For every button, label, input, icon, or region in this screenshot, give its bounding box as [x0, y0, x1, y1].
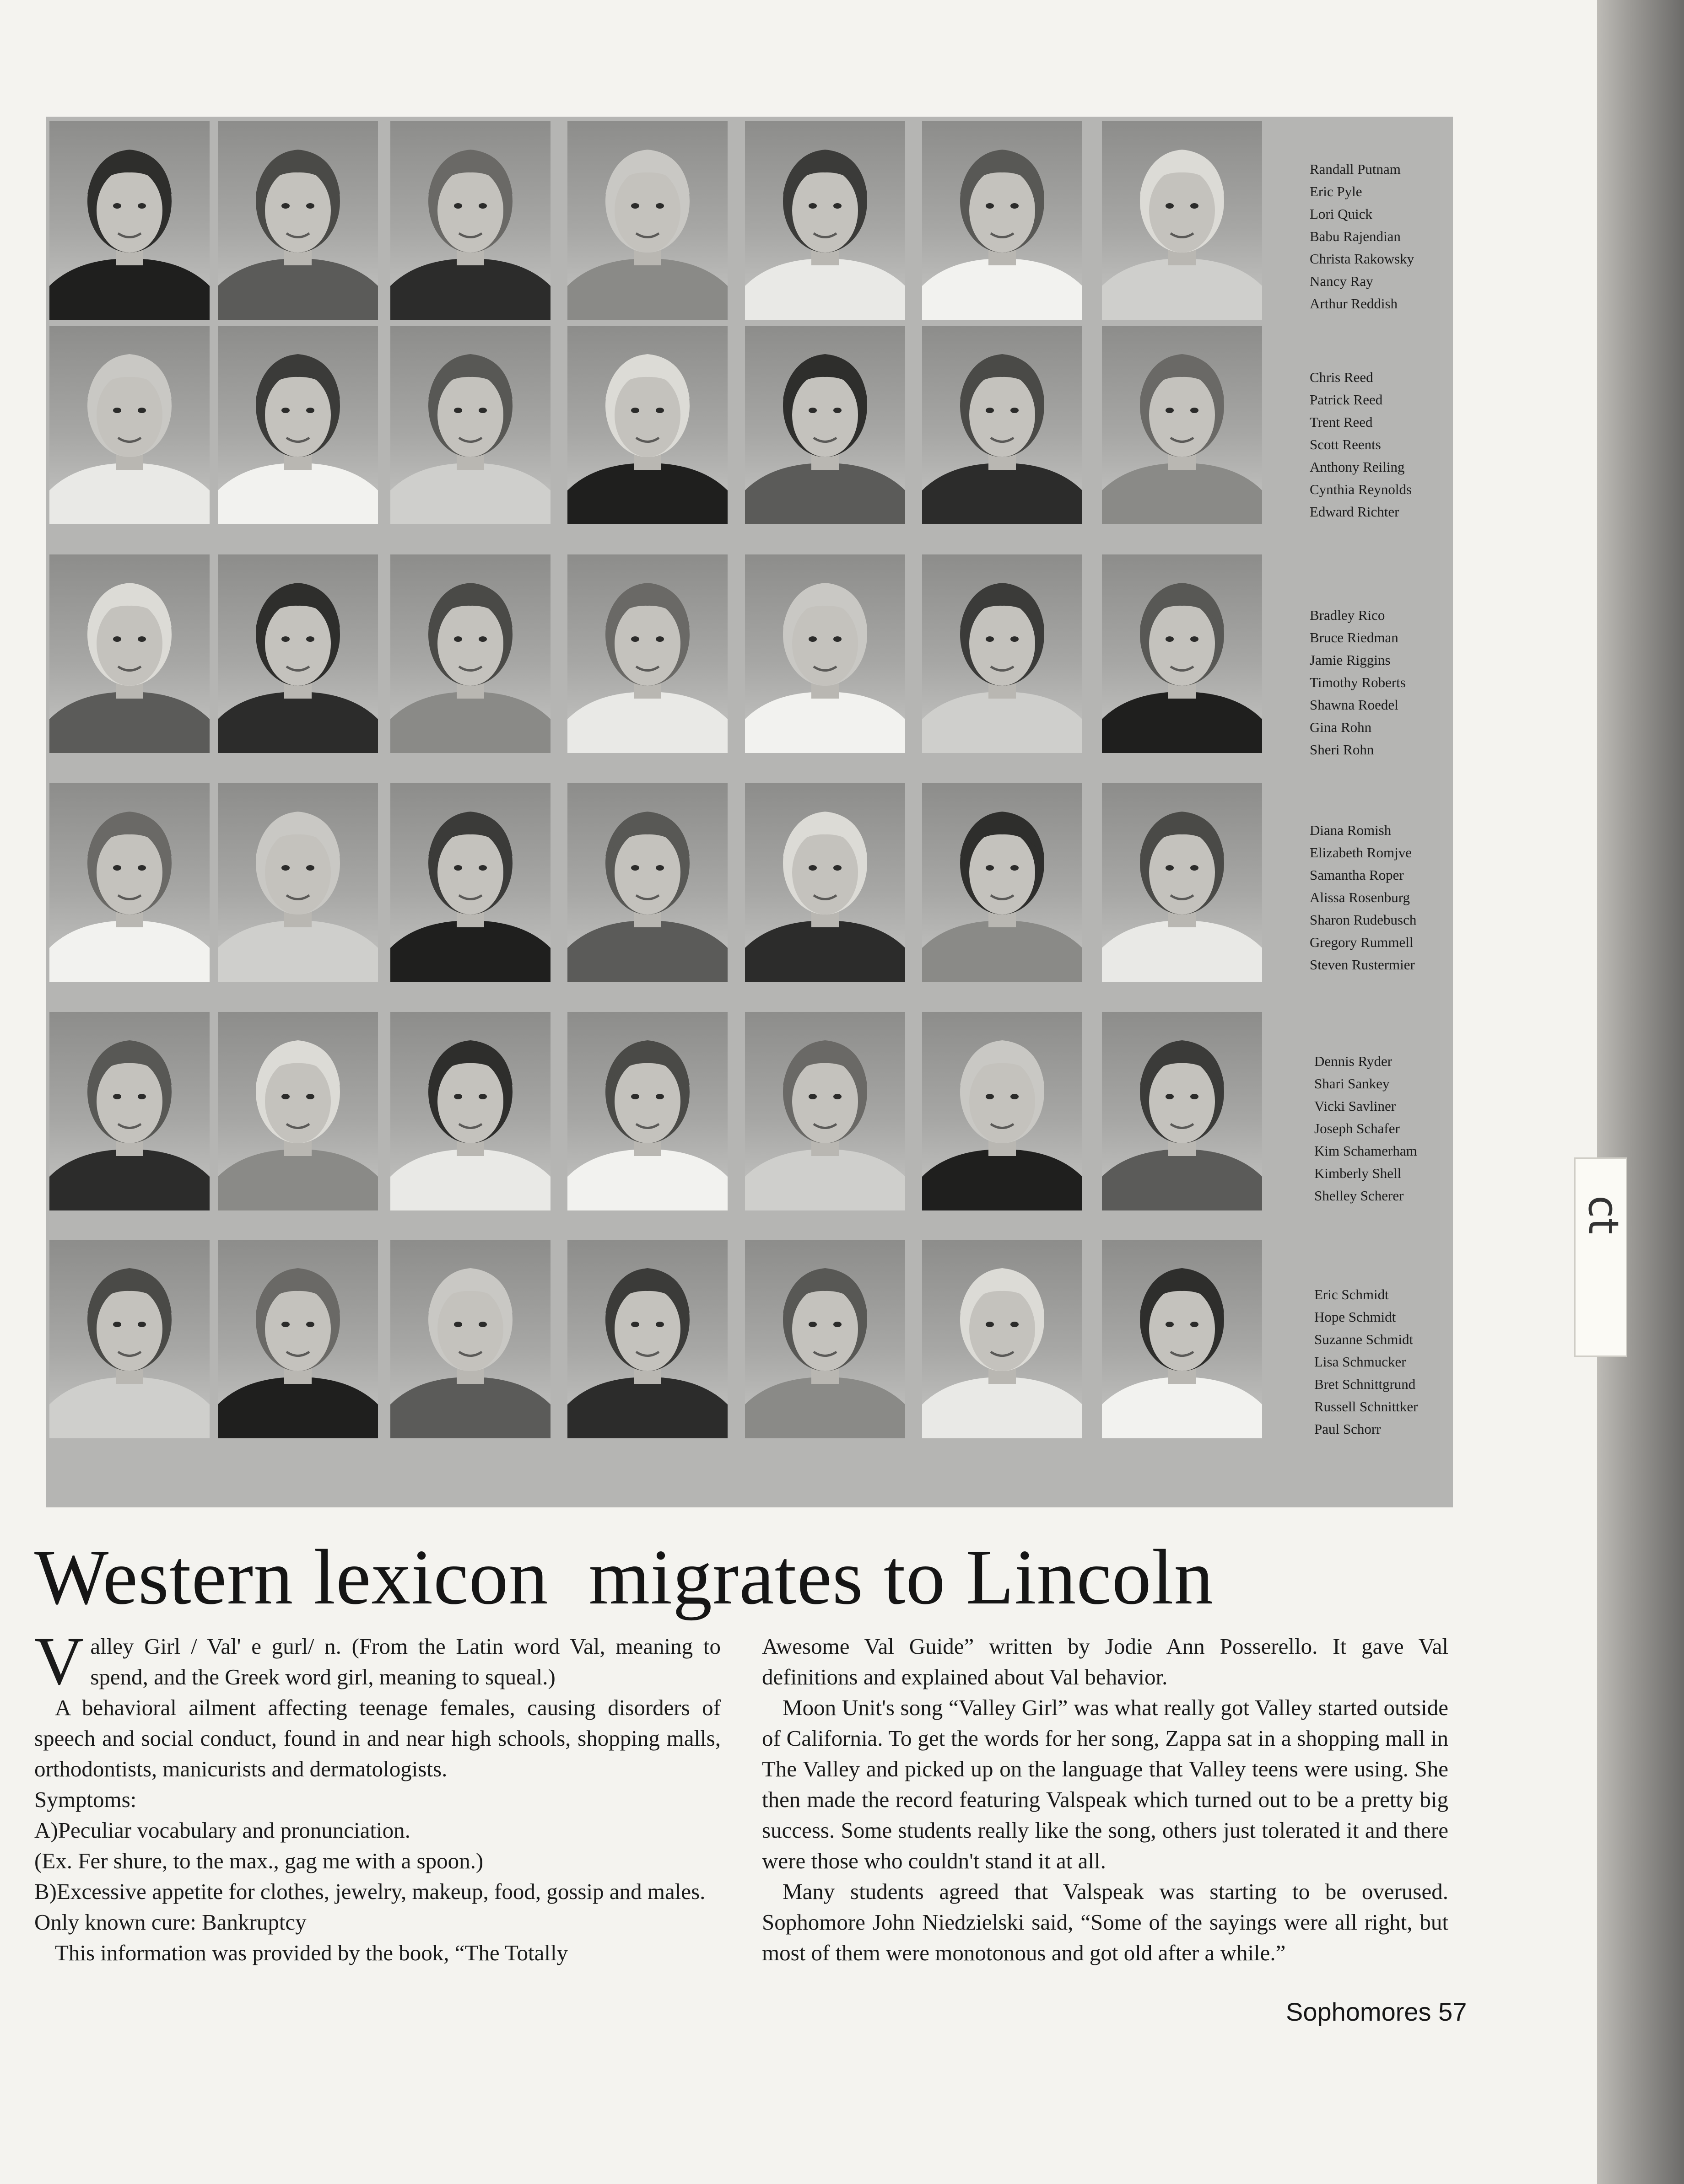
student-portrait: [49, 783, 210, 982]
student-name: Chris Reed: [1310, 369, 1373, 385]
student-name: Bruce Riedman: [1310, 629, 1398, 646]
student-name: Anthony Reiling: [1310, 459, 1405, 475]
student-portrait: [567, 554, 728, 753]
symptoms-label: Symptoms:: [34, 1787, 137, 1812]
definition-paragraph: alley Girl / Val' e gurl/ n. (From the Latin word Val, meaning to spend, and the Greek word girl, meaning to squeal.): [90, 1634, 721, 1689]
student-portrait: [218, 326, 378, 524]
student-portrait: [390, 783, 551, 982]
student-name: Lori Quick: [1310, 206, 1372, 222]
student-name: Russell Schnittker: [1314, 1399, 1418, 1415]
student-portrait: [745, 326, 905, 524]
student-name: Trent Reed: [1310, 414, 1373, 430]
student-name: Bret Schnittgrund: [1314, 1376, 1416, 1392]
student-portrait: [390, 326, 551, 524]
student-portrait: [218, 1240, 378, 1438]
student-portrait: [567, 121, 728, 320]
student-name: Diana Romish: [1310, 822, 1392, 838]
student-portrait: [390, 554, 551, 753]
student-portrait: [567, 1012, 728, 1210]
student-portrait: [745, 121, 905, 320]
student-name: Patrick Reed: [1310, 392, 1383, 408]
student-name: Edward Richter: [1310, 504, 1399, 520]
student-name: Dennis Ryder: [1314, 1053, 1393, 1069]
student-name: Shelley Scherer: [1314, 1188, 1404, 1204]
name-list: [1310, 819, 1461, 976]
page-folio: Sophomores 57: [1286, 1997, 1467, 2026]
student-portrait: [1102, 1012, 1262, 1210]
student-name: Samantha Roper: [1310, 867, 1404, 883]
student-portrait: [745, 554, 905, 753]
student-portrait: [218, 1012, 378, 1210]
margin-note: [1574, 1157, 1627, 1357]
article-column-right: [762, 1631, 1448, 1968]
student-name: Shari Sankey: [1314, 1076, 1390, 1092]
article-column-left: [34, 1623, 721, 1968]
student-name: Christa Rakowsky: [1310, 251, 1414, 267]
student-portrait: [745, 1240, 905, 1438]
student-portrait: [567, 1240, 728, 1438]
student-portrait: [922, 121, 1082, 320]
student-portrait: [1102, 326, 1262, 524]
student-portrait: [390, 121, 551, 320]
symptom-b: B)Excessive appetite for clothes, jewelry, makeup, food, gossip and males.: [34, 1879, 706, 1904]
student-name: Steven Rustermier: [1310, 957, 1415, 973]
student-portrait: [390, 1012, 551, 1210]
binding-edge: [1597, 0, 1684, 2184]
student-portrait: [218, 554, 378, 753]
student-portrait: [1102, 783, 1262, 982]
student-name: Scott Reents: [1310, 436, 1381, 452]
student-name: Jamie Riggins: [1310, 652, 1391, 668]
article-headline: Western lexicon migrates to Lincoln: [34, 1534, 1214, 1621]
student-portrait: [922, 1240, 1082, 1438]
student-name: Suzanne Schmidt: [1314, 1331, 1414, 1347]
student-name: Eric Schmidt: [1314, 1286, 1389, 1302]
guide-paragraph: Awesome Val Guide” written by Jodie Ann Posserello. It gave Val definitions and explained about Val behavior.: [762, 1634, 1448, 1689]
student-name: Randall Putnam: [1310, 161, 1401, 177]
student-name: Joseph Schafer: [1314, 1120, 1400, 1136]
quote-paragraph: Many students agreed that Valspeak was starting to be overused. Sophomore John Niedzielski said, “Some of the sayings were all right, but most of them were monotonous and got old after a while.”: [762, 1879, 1448, 1965]
name-list: [1310, 604, 1461, 761]
student-name: Arthur Reddish: [1310, 296, 1398, 312]
student-name: Hope Schmidt: [1314, 1309, 1396, 1325]
student-portrait: [745, 1012, 905, 1210]
student-portrait: [922, 1012, 1082, 1210]
student-name: Timothy Roberts: [1310, 674, 1406, 690]
student-name: Lisa Schmucker: [1314, 1354, 1406, 1370]
student-name: Alissa Rosenburg: [1310, 889, 1410, 905]
student-portrait: [1102, 1240, 1262, 1438]
student-name: Gregory Rummell: [1310, 934, 1414, 950]
moon-unit-paragraph: Moon Unit's song “Valley Girl” was what really got Valley started outside of California. To get the words for her song, Zappa sat in a shopping mall in The Valley and picked up on the language that Valley teens were using. She then made the record featuring Valspeak which turned out to be a pretty big success. Some students really like the song, others just tolerated it and there were those who couldn't stand it at all.: [762, 1695, 1448, 1873]
source-paragraph: This information was provided by the book, “The Totally: [55, 1940, 568, 1965]
student-portrait: [1102, 121, 1262, 320]
student-portrait: [49, 326, 210, 524]
student-portrait: [922, 554, 1082, 753]
student-portrait: [49, 1240, 210, 1438]
student-name: Vicki Savliner: [1314, 1098, 1396, 1114]
student-name: Shawna Roedel: [1310, 697, 1398, 713]
student-name: Paul Schorr: [1314, 1421, 1381, 1437]
student-portrait: [922, 783, 1082, 982]
ailment-paragraph: A behavioral ailment affecting teenage females, causing disorders of speech and social conduct, found in and near high schools, shopping malls, orthodontists, manicurists and dermatologists.: [34, 1695, 721, 1781]
student-portrait: [49, 1012, 210, 1210]
student-portrait: [49, 121, 210, 320]
student-name: Sharon Rudebusch: [1310, 912, 1417, 928]
student-portrait: [922, 326, 1082, 524]
student-name: Bradley Rico: [1310, 607, 1385, 623]
student-portrait: [49, 554, 210, 753]
student-name: Kim Schamerham: [1314, 1143, 1417, 1159]
drop-cap: V: [34, 1623, 84, 1699]
student-portrait: [745, 783, 905, 982]
student-name: Nancy Ray: [1310, 273, 1373, 289]
symptom-a-example: (Ex. Fer shure, to the max., gag me with a spoon.): [34, 1848, 484, 1873]
margin-note-text: ct: [1579, 1195, 1627, 1234]
student-portrait: [1102, 554, 1262, 753]
student-name: Gina Rohn: [1310, 719, 1372, 735]
student-portrait: [218, 783, 378, 982]
name-list: [1310, 158, 1461, 315]
cure-line: Only known cure: Bankruptcy: [34, 1910, 307, 1935]
name-list: [1314, 1050, 1465, 1207]
name-list: [1314, 1283, 1465, 1440]
student-portrait: [390, 1240, 551, 1438]
student-name: Sheri Rohn: [1310, 742, 1374, 758]
student-name: Kimberly Shell: [1314, 1165, 1402, 1181]
student-portrait: [567, 326, 728, 524]
symptom-a: A)Peculiar vocabulary and pronunciation.: [34, 1818, 410, 1843]
student-portrait: [218, 121, 378, 320]
student-name: Eric Pyle: [1310, 183, 1362, 199]
student-name: Babu Rajendian: [1310, 228, 1401, 244]
student-name: Cynthia Reynolds: [1310, 481, 1412, 497]
student-portrait: [567, 783, 728, 982]
student-name: Elizabeth Romjve: [1310, 845, 1412, 861]
name-list: [1310, 366, 1461, 523]
